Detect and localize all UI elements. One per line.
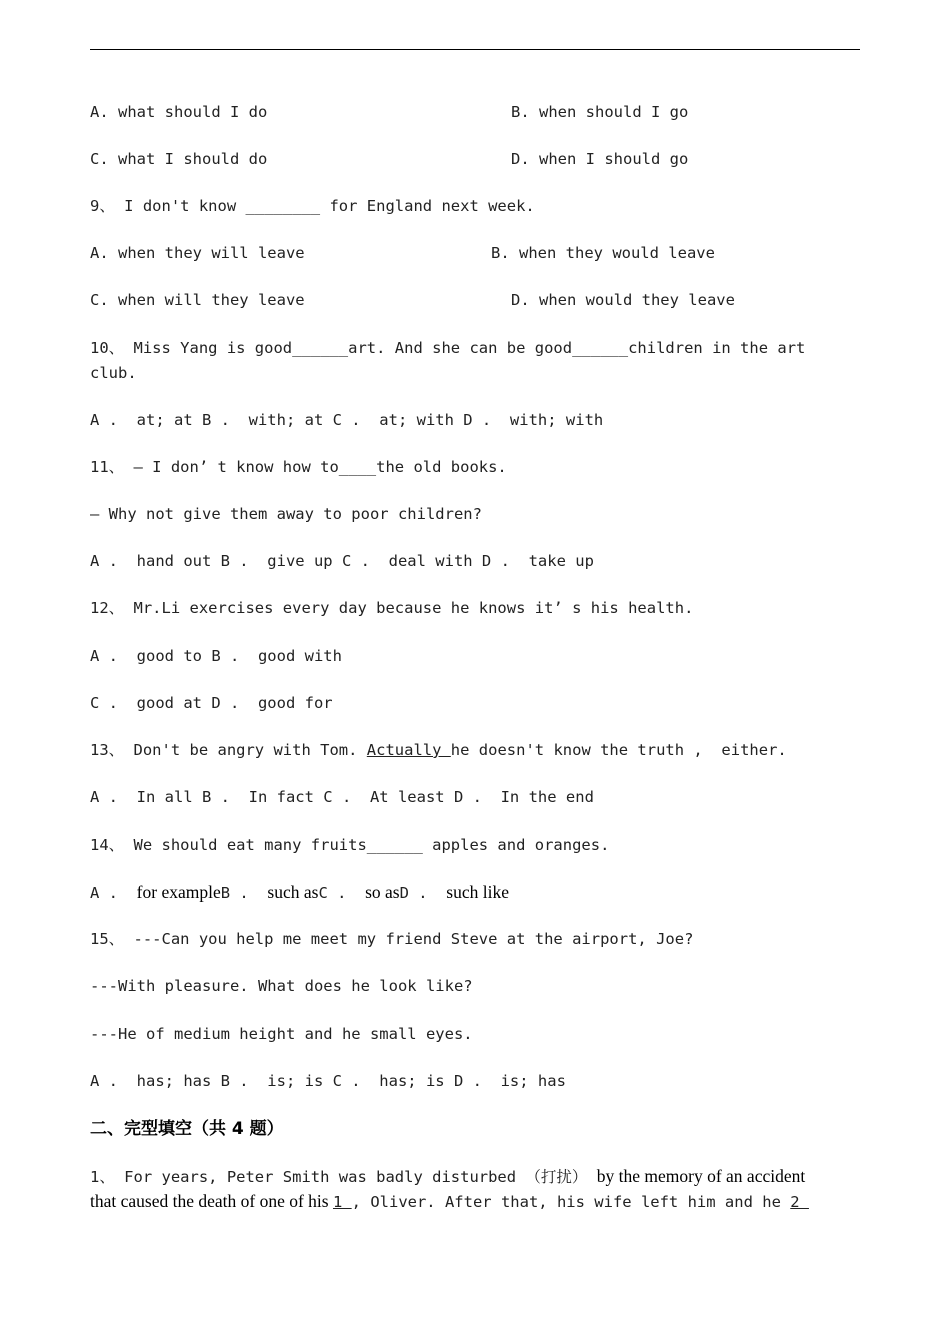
q9-option-b: B. when they would leave [491, 244, 715, 262]
q14-option-d: such like [446, 882, 509, 902]
q13-options: A . In all B . In fact C . At least D . In the end [90, 788, 594, 806]
q14-option-a: for example [136, 882, 221, 902]
q14-letter-b: B . [220, 884, 259, 902]
q11-options: A . hand out B . give up C . deal with D . take up [90, 552, 594, 570]
q14-stem: 14、 We should eat many fruits______ apples and oranges. [90, 836, 610, 854]
q14-option-b: such as [267, 882, 319, 902]
blank-1: 1 [332, 1193, 352, 1211]
passage-line-1-start: 1、 For years, Peter Smith was badly disturbed （打扰） [90, 1168, 597, 1186]
passage-line-2-mid: , Oliver. After that, his wife left him and he [351, 1193, 791, 1211]
q15-line-2: ---With pleasure. What does he look like? [90, 977, 473, 995]
q8-option-a: A. what should I do [90, 103, 268, 121]
q15-options: A . has; has B . is; is C . has; is D . is; has [90, 1072, 566, 1090]
q12-stem: 12、 Mr.Li exercises every day because he knows it’ s his health. [90, 599, 694, 617]
passage-line-2-start: that caused the death of one of his [90, 1191, 333, 1211]
q11-stem: 11、 — I don’ t know how to____the old books. [90, 458, 507, 476]
passage-line-1-end: by the memory of an accident [596, 1166, 806, 1186]
q9-option-d: D. when would they leave [511, 291, 735, 309]
blank-2: 2 [790, 1193, 809, 1211]
q14-letter-d: D . [399, 884, 437, 902]
header-rule [90, 49, 860, 50]
q12-options-cd: C . good at D . good for [90, 694, 333, 712]
q8-option-c: C. what I should do [90, 150, 268, 168]
passage-line-2 [90, 1189, 870, 1215]
q15-line-1: 15、 ---Can you help me meet my friend Steve at the airport, Joe? [90, 930, 694, 948]
q12-options-ab: A . good to B . good with [90, 647, 342, 665]
q13-stem-post: he doesn't know the truth , either. [450, 741, 787, 759]
q14-letter-c: C . [318, 884, 356, 902]
q8-option-d: D. when I should go [511, 150, 689, 168]
q9-option-c: C. when will they leave [90, 291, 305, 309]
q15-line-3: ---He of medium height and he small eyes. [90, 1025, 473, 1043]
q14-options [90, 880, 860, 906]
q8-option-b: B. when should I go [511, 103, 689, 121]
q13-stem-pre: 13、 Don't be angry with Tom. [90, 741, 367, 759]
q10-options: A . at; at B . with; at C . at; with D . with; with [90, 411, 604, 429]
q13-underlined-word: Actually [366, 741, 451, 759]
q10-stem: 10、 Miss Yang is good______art. And she can be good______children in the art club. [90, 339, 815, 382]
q13-stem [90, 738, 860, 763]
passage-line-1 [90, 1164, 870, 1190]
q11-reply: — Why not give them away to poor children? [90, 505, 482, 523]
q9-stem: 9、 I don't know ________ for England next week. [90, 197, 535, 215]
section-heading: 二、完型填空（共 4 题） [90, 1119, 284, 1139]
q14-option-c: so as [365, 882, 400, 902]
q14-letter-a: A . [90, 884, 128, 902]
q9-option-a: A. when they will leave [90, 244, 305, 262]
